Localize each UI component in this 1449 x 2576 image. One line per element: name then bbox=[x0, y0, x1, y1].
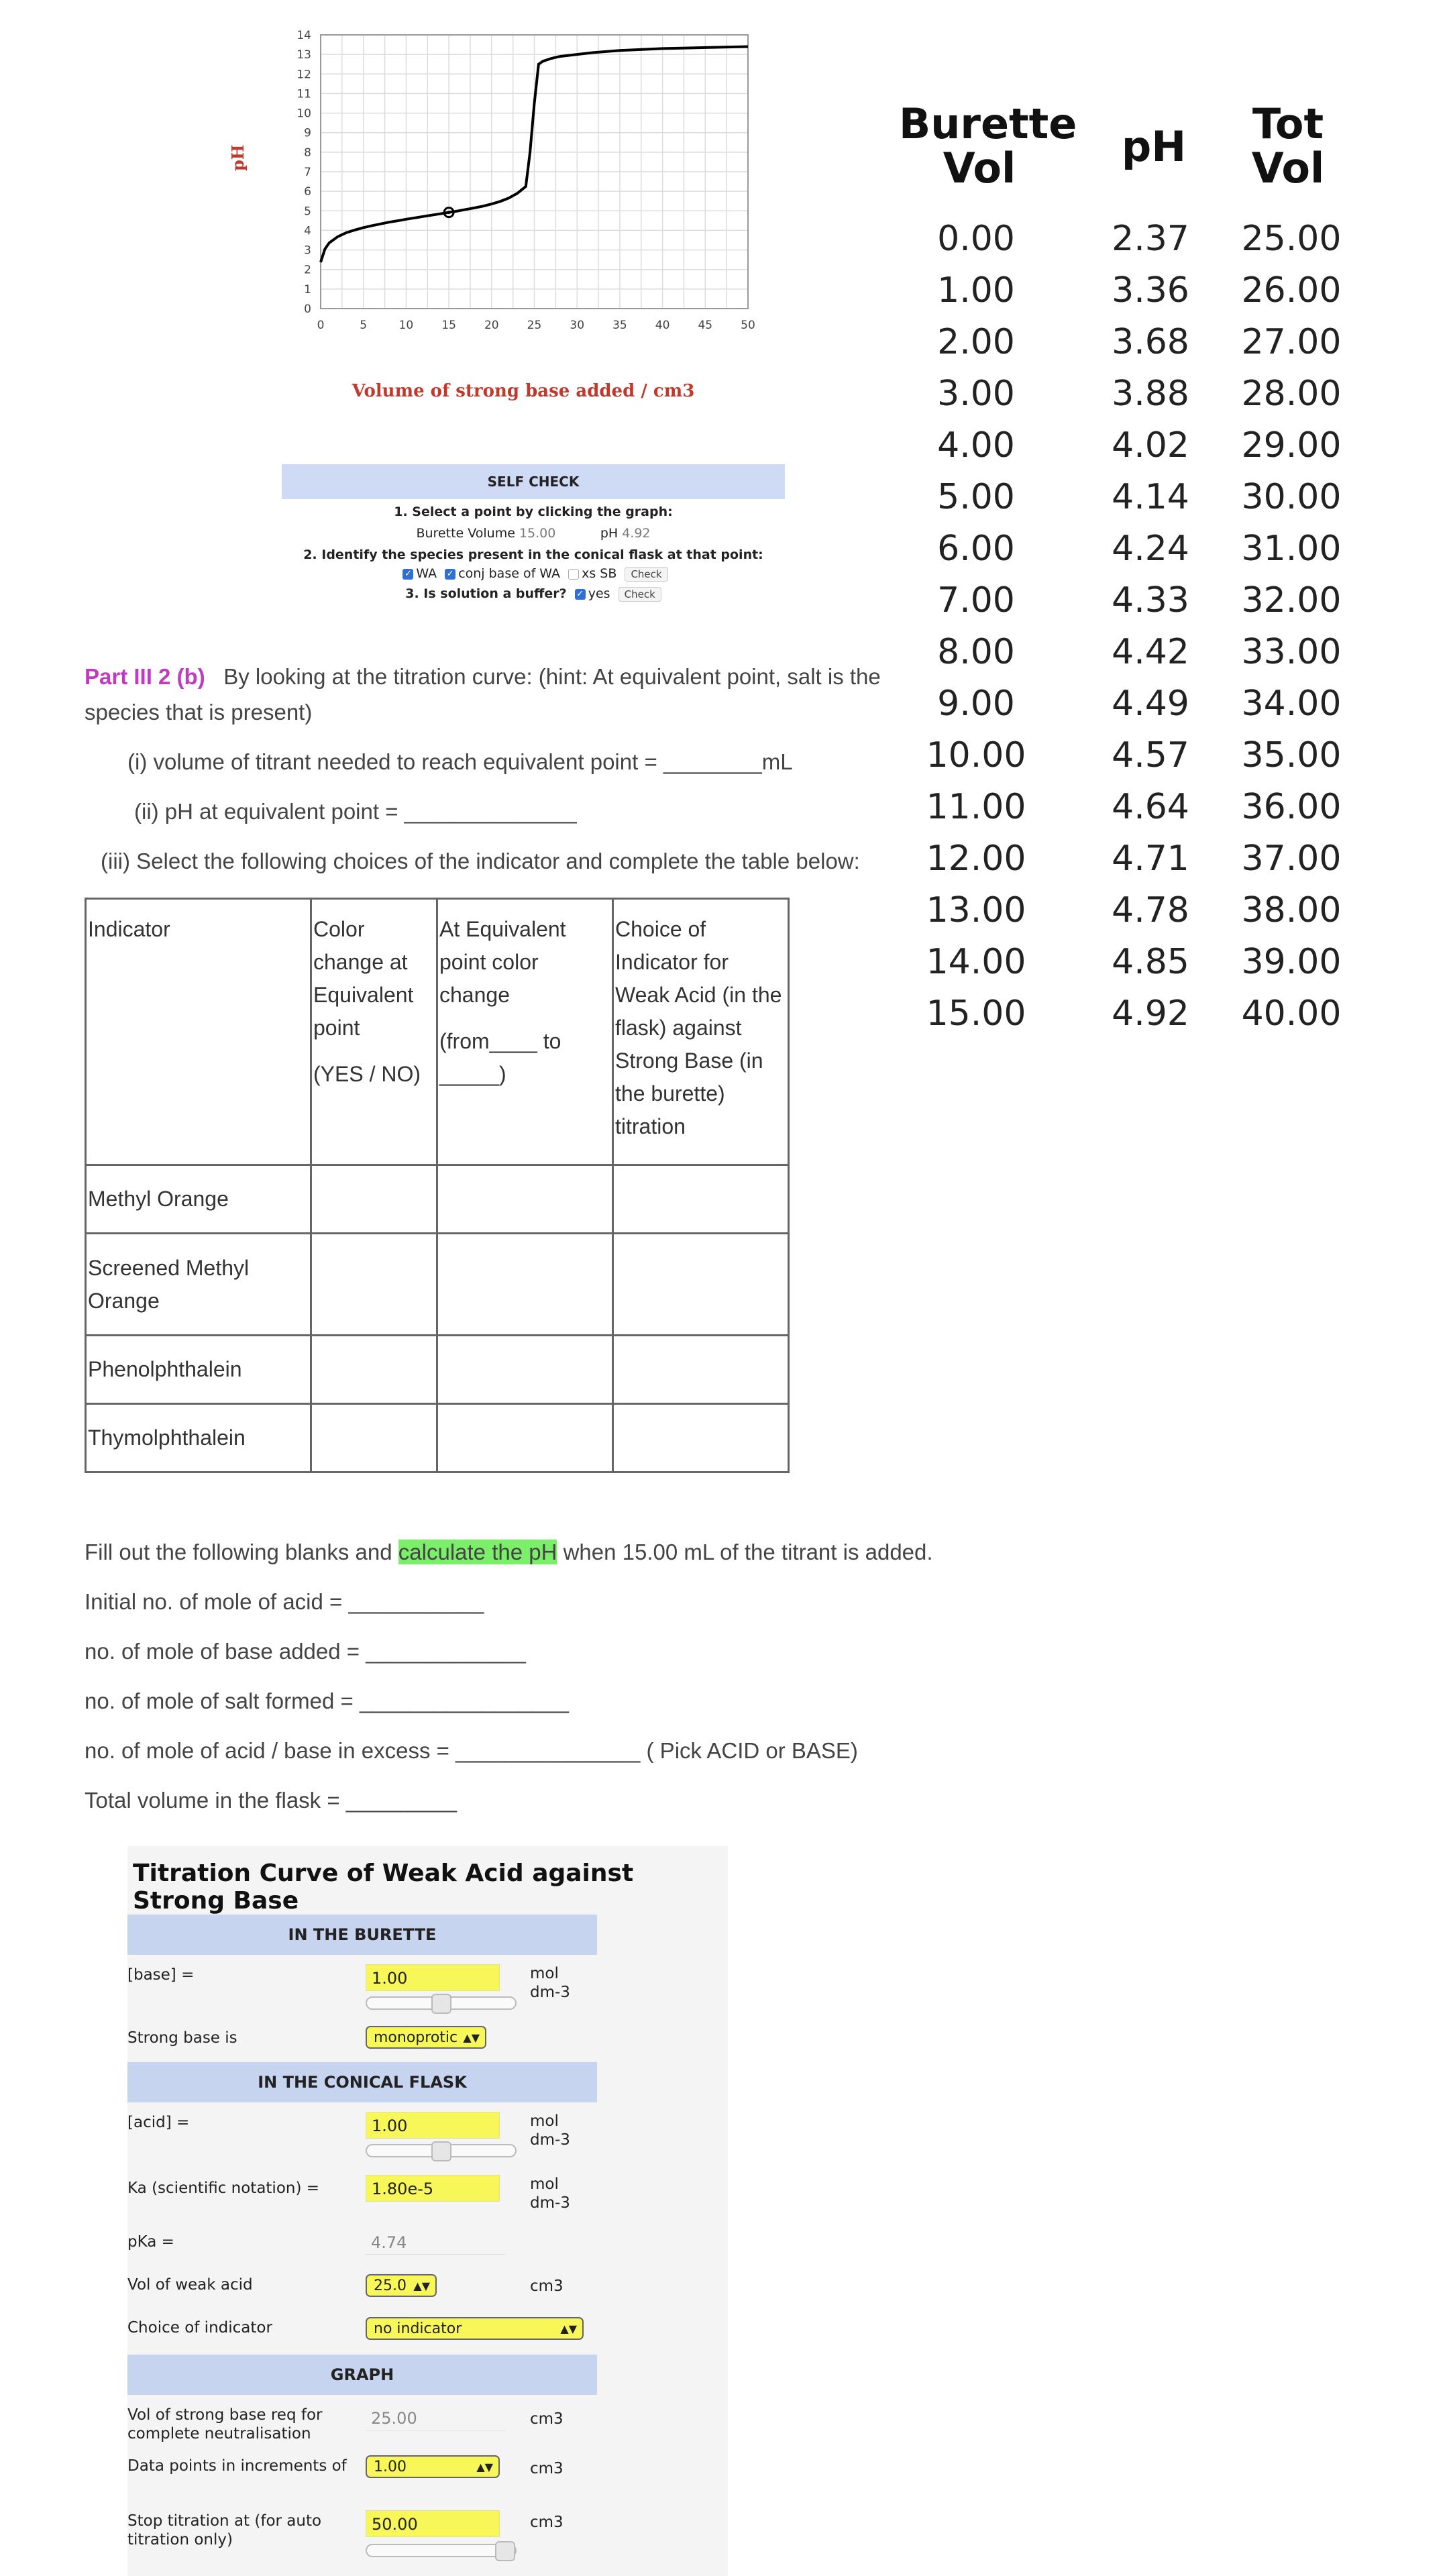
indicator-select[interactable]: no indicator ▲▼ bbox=[366, 2317, 584, 2340]
base-label: [base] = bbox=[127, 1966, 195, 1984]
increments-unit: cm3 bbox=[530, 2460, 564, 2477]
self-check-step1: 1. Select a point by clicking the graph: bbox=[394, 504, 673, 519]
tot-vol-column bbox=[1228, 213, 1355, 1040]
check-species-button[interactable]: Check bbox=[625, 567, 667, 582]
ph-cell: 4.71 bbox=[1112, 839, 1189, 879]
x-tick-label: 30 bbox=[570, 319, 585, 332]
ph-cell: 3.88 bbox=[1112, 374, 1189, 414]
x-tick-label: 45 bbox=[698, 319, 713, 332]
tot-vol-cell: 28.00 bbox=[1241, 374, 1342, 414]
ph-label: pH bbox=[600, 526, 619, 541]
titration-curve-chart[interactable] bbox=[201, 13, 778, 362]
ph-cell: 2.37 bbox=[1112, 219, 1189, 259]
cell[interactable] bbox=[613, 1404, 789, 1472]
blank-excess: no. of mole of acid / base in excess = _______________ ( Pick ACID or BASE) bbox=[85, 1738, 858, 1763]
y-tick-label: 4 bbox=[304, 224, 311, 238]
y-tick-label: 3 bbox=[304, 244, 311, 258]
x-tick-label: 0 bbox=[317, 319, 325, 332]
ph-header: pH bbox=[1121, 122, 1187, 171]
stop-titration-label: Stop titration at (for auto titration only) bbox=[127, 2512, 322, 2548]
x-tick-label: 10 bbox=[398, 319, 414, 332]
ph-cell: 4.24 bbox=[1112, 529, 1189, 569]
row-phenolphthalein: Phenolphthalein bbox=[86, 1336, 311, 1404]
select-arrow-icon: ▲▼ bbox=[560, 2322, 577, 2335]
self-check-readout bbox=[282, 526, 785, 541]
burette-vol-cell: 0.00 bbox=[937, 219, 1015, 259]
req-volume-value: 25.00 bbox=[366, 2407, 505, 2430]
x-tick-label: 20 bbox=[484, 319, 499, 332]
base-slider-knob[interactable] bbox=[431, 1994, 451, 2014]
row-methyl-orange: Methyl Orange bbox=[86, 1165, 311, 1234]
buffer-yes-checkbox[interactable]: ✓ bbox=[575, 589, 586, 600]
ph-cell: 4.85 bbox=[1112, 942, 1189, 982]
highlight-calculate-ph: calculate the pH bbox=[398, 1540, 557, 1564]
tot-vol-cell: 37.00 bbox=[1241, 839, 1342, 879]
vol-unit: cm3 bbox=[530, 2277, 564, 2295]
burette-vol-cell: 3.00 bbox=[937, 374, 1015, 414]
part3-label: Part III 2 (b) bbox=[85, 664, 205, 689]
y-axis-label: pH bbox=[228, 144, 248, 171]
y-tick-label: 8 bbox=[304, 146, 311, 160]
acid-slider-knob[interactable] bbox=[431, 2141, 451, 2161]
burette-vol-cell: 6.00 bbox=[937, 529, 1015, 569]
y-tick-label: 6 bbox=[304, 185, 311, 199]
stop-titration-input[interactable]: 50.00 bbox=[366, 2510, 500, 2537]
wa-label: WA bbox=[416, 566, 437, 581]
xs-sb-label: xs SB bbox=[582, 566, 617, 581]
y-tick-label: 10 bbox=[297, 107, 311, 121]
cell[interactable] bbox=[613, 1165, 789, 1234]
burette-vol-column bbox=[912, 213, 1040, 1040]
blanks-intro: Fill out the following blanks and calculate the pH when 15.00 mL of the titrant is added. bbox=[85, 1540, 933, 1564]
ph-cell: 3.36 bbox=[1112, 270, 1189, 311]
tot-vol-cell: 33.00 bbox=[1241, 632, 1342, 672]
cell[interactable] bbox=[437, 1336, 613, 1404]
cell[interactable] bbox=[437, 1165, 613, 1234]
burette-vol-cell: 7.00 bbox=[937, 580, 1015, 621]
self-check-step2: 2. Identify the species present in the conical flask at that point: bbox=[303, 547, 763, 562]
req-volume-label: Vol of strong base req for complete neutralisation bbox=[127, 2406, 323, 2443]
tot-vol-cell: 34.00 bbox=[1241, 684, 1342, 724]
indicator-choice-label: Choice of indicator bbox=[127, 2319, 272, 2337]
tot-vol-cell: 38.00 bbox=[1241, 890, 1342, 930]
cell[interactable] bbox=[311, 1404, 437, 1472]
burette-vol-cell: 4.00 bbox=[937, 425, 1015, 466]
cell[interactable] bbox=[311, 1165, 437, 1234]
stop-slider-knob[interactable] bbox=[495, 2541, 515, 2561]
ph-cell: 4.42 bbox=[1112, 632, 1189, 672]
tot-vol-cell: 36.00 bbox=[1241, 787, 1342, 827]
strong-base-select[interactable]: monoprotic ▲▼ bbox=[366, 2026, 486, 2049]
ph-column bbox=[1100, 213, 1201, 1040]
blank-initial-acid: Initial no. of mole of acid = ___________ bbox=[85, 1589, 484, 1614]
tot-vol-cell: 26.00 bbox=[1241, 270, 1342, 311]
x-tick-label: 15 bbox=[441, 319, 456, 332]
ph-cell: 4.14 bbox=[1112, 477, 1189, 517]
base-unit: mol dm-3 bbox=[530, 1965, 570, 2001]
ph-cell: 4.02 bbox=[1112, 425, 1189, 466]
wa-checkbox[interactable]: ✓ bbox=[402, 569, 413, 580]
x-axis-label: Volume of strong base added / cm3 bbox=[352, 381, 695, 401]
tot-vol-cell: 29.00 bbox=[1241, 425, 1342, 466]
x-tick-label: 35 bbox=[612, 319, 627, 332]
buffer-question: 3. Is solution a buffer? ✓ yes Check bbox=[282, 586, 785, 602]
cell[interactable] bbox=[437, 1234, 613, 1336]
ph-cell: 4.64 bbox=[1112, 787, 1189, 827]
select-arrow-icon: ▲▼ bbox=[463, 2031, 480, 2044]
row-thymolphthalein: Thymolphthalein bbox=[86, 1404, 311, 1472]
req-unit: cm3 bbox=[530, 2410, 564, 2428]
acid-unit: mol dm-3 bbox=[530, 2112, 570, 2149]
burette-volume-label: Burette Volume bbox=[416, 526, 515, 541]
y-tick-label: 1 bbox=[304, 282, 311, 297]
question-ii: (ii) pH at equivalent point = ______________ bbox=[134, 799, 577, 824]
burette-vol-cell: 13.00 bbox=[926, 890, 1026, 930]
header-color-change: Color change at Equivalent point (YES / NO) bbox=[311, 899, 437, 1165]
vol-weak-acid-label: Vol of weak acid bbox=[127, 2276, 253, 2294]
tot-vol-header: Tot Vol bbox=[1251, 99, 1325, 193]
acid-label: [acid] = bbox=[127, 2114, 190, 2131]
self-check-header: SELF CHECK bbox=[282, 464, 785, 499]
ph-cell: 4.78 bbox=[1112, 890, 1189, 930]
tot-vol-cell: 32.00 bbox=[1241, 580, 1342, 621]
burette-vol-cell: 10.00 bbox=[926, 735, 1026, 775]
part3-intro bbox=[85, 664, 881, 690]
form-title: Titration Curve of Weak Acid against Strong Base bbox=[133, 1860, 634, 1915]
ph-value: 4.92 bbox=[622, 526, 651, 541]
species-options bbox=[282, 566, 785, 582]
base-slider[interactable] bbox=[366, 1996, 517, 2010]
strong-base-label: Strong base is bbox=[127, 2029, 237, 2047]
cell[interactable] bbox=[613, 1234, 789, 1336]
xs-sb-checkbox[interactable] bbox=[568, 569, 579, 580]
increments-label: Data points in increments of bbox=[127, 2457, 347, 2475]
header-indicator: Indicator bbox=[86, 899, 311, 1165]
part3-intro-line1: By looking at the titration curve: (hint: At equivalent point, salt is the bbox=[223, 664, 881, 689]
select-arrow-icon: ▲▼ bbox=[476, 2461, 493, 2473]
tot-vol-cell: 35.00 bbox=[1241, 735, 1342, 775]
blank-base-added: no. of mole of base added = _____________ bbox=[85, 1639, 526, 1664]
section-conical-flask: IN THE CONICAL FLASK bbox=[127, 2062, 597, 2102]
y-tick-label: 14 bbox=[297, 29, 311, 42]
x-tick-label: 25 bbox=[527, 319, 542, 332]
conj-base-label: conj base of WA bbox=[458, 566, 561, 581]
ka-unit: mol dm-3 bbox=[530, 2176, 570, 2212]
x-tick-label: 5 bbox=[360, 319, 368, 332]
ph-cell: 4.33 bbox=[1112, 580, 1189, 621]
section-graph: GRAPH bbox=[127, 2355, 597, 2395]
y-tick-label: 9 bbox=[304, 126, 311, 140]
blank-salt-formed: no. of mole of salt formed = _________________ bbox=[85, 1688, 569, 1713]
cell[interactable] bbox=[613, 1336, 789, 1404]
header-equivalent-color: At Equivalent point color change (from____ to _____) bbox=[437, 899, 613, 1165]
select-arrow-icon: ▲▼ bbox=[413, 2279, 430, 2292]
conj-base-checkbox[interactable]: ✓ bbox=[445, 569, 455, 580]
indicator-table bbox=[85, 898, 790, 1473]
cell[interactable] bbox=[311, 1234, 437, 1336]
burette-vol-cell: 8.00 bbox=[937, 632, 1015, 672]
tot-vol-cell: 27.00 bbox=[1241, 322, 1342, 362]
row-screened-methyl-orange: Screened Methyl Orange bbox=[86, 1234, 311, 1336]
tot-vol-cell: 30.00 bbox=[1241, 477, 1342, 517]
burette-vol-cell: 5.00 bbox=[937, 477, 1015, 517]
burette-vol-cell: 15.00 bbox=[926, 994, 1026, 1034]
ka-input[interactable]: 1.80e-5 bbox=[366, 2175, 500, 2202]
y-tick-label: 13 bbox=[297, 48, 311, 62]
tot-vol-cell: 31.00 bbox=[1241, 529, 1342, 569]
ph-cell: 4.92 bbox=[1112, 994, 1189, 1034]
buffer-yes-label: yes bbox=[588, 586, 610, 601]
header-choice: Choice of Indicator for Weak Acid (in the flask) against Strong Base (in the burette) titration bbox=[613, 899, 789, 1165]
stop-slider[interactable] bbox=[366, 2544, 517, 2557]
blank-total-volume: Total volume in the flask = _________ bbox=[85, 1788, 457, 1813]
pka-label: pKa = bbox=[127, 2233, 174, 2251]
ka-label: Ka (scientific notation) = bbox=[127, 2180, 320, 2197]
cell[interactable] bbox=[437, 1404, 613, 1472]
y-tick-label: 0 bbox=[304, 303, 311, 316]
increments-select[interactable]: 1.00 ▲▼ bbox=[366, 2455, 500, 2478]
x-tick-label: 50 bbox=[741, 319, 755, 332]
base-concentration-input[interactable]: 1.00 bbox=[366, 1964, 500, 1991]
tot-vol-cell: 40.00 bbox=[1241, 994, 1342, 1034]
ph-cell: 4.57 bbox=[1112, 735, 1189, 775]
check-buffer-button[interactable]: Check bbox=[619, 587, 661, 602]
acid-concentration-input[interactable]: 1.00 bbox=[366, 2112, 500, 2139]
burette-vol-cell: 12.00 bbox=[926, 839, 1026, 879]
y-tick-label: 2 bbox=[304, 263, 311, 277]
vol-weak-acid-select[interactable]: 25.0 ▲▼ bbox=[366, 2274, 437, 2297]
tot-vol-cell: 25.00 bbox=[1241, 219, 1342, 259]
x-tick-label: 40 bbox=[655, 319, 670, 332]
burette-vol-cell: 9.00 bbox=[937, 684, 1015, 724]
part3-intro-line2: species that is present) bbox=[85, 700, 313, 724]
section-burette: IN THE BURETTE bbox=[127, 1915, 597, 1955]
burette-vol-header: Burette Vol bbox=[899, 99, 1077, 193]
burette-vol-cell: 11.00 bbox=[926, 787, 1026, 827]
cell[interactable] bbox=[311, 1336, 437, 1404]
y-tick-label: 5 bbox=[304, 205, 311, 219]
ph-cell: 4.49 bbox=[1112, 684, 1189, 724]
burette-vol-cell: 2.00 bbox=[937, 322, 1015, 362]
selected-point-dot bbox=[447, 211, 451, 214]
stop-unit: cm3 bbox=[530, 2514, 564, 2531]
burette-vol-cell: 14.00 bbox=[926, 942, 1026, 982]
pka-value: 4.74 bbox=[366, 2231, 505, 2255]
question-iii: (iii) Select the following choices of the indicator and complete the table below: bbox=[101, 849, 860, 873]
question-i: (i) volume of titrant needed to reach equivalent point = ________mL bbox=[127, 749, 793, 774]
y-tick-label: 7 bbox=[304, 166, 311, 179]
acid-slider[interactable] bbox=[366, 2144, 517, 2157]
burette-vol-cell: 1.00 bbox=[937, 270, 1015, 311]
y-tick-label: 11 bbox=[297, 87, 311, 101]
tot-vol-cell: 39.00 bbox=[1241, 942, 1342, 982]
ph-cell: 3.68 bbox=[1112, 322, 1189, 362]
burette-volume-value: 15.00 bbox=[519, 526, 556, 541]
y-tick-label: 12 bbox=[297, 68, 311, 82]
titration-form-panel bbox=[127, 1846, 728, 2576]
